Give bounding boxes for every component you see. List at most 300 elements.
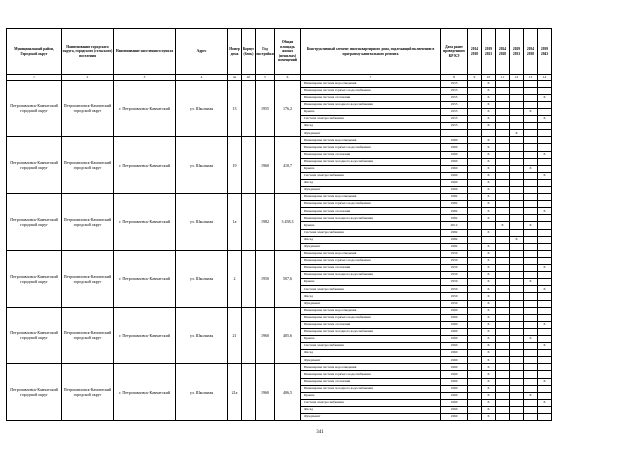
locality-cell: г. Петропавловск-Камчатский [114,250,176,307]
previous-repair-date-cell: 1955 [441,108,468,115]
period-mark-cell: X [482,378,496,385]
period-mark-cell [510,243,524,250]
header-period: 2024 2028 [496,29,510,75]
previous-repair-date-cell: 2012 [441,222,468,229]
previous-repair-date-cell: 1955 [441,123,468,130]
period-mark-cell [496,229,510,236]
period-mark-cell [468,406,482,413]
period-mark-cell [468,215,482,222]
period-mark-cell [510,392,524,399]
period-mark-cell [510,208,524,215]
period-mark-cell [524,314,538,321]
header-period: 2034 2038 [524,29,538,75]
period-mark-cell [468,116,482,123]
table-row [7,80,552,87]
period-mark-cell [538,137,552,144]
period-mark-cell [538,158,552,165]
column-number: 8 [441,75,468,81]
period-mark-cell [510,158,524,165]
period-mark-cell: X [482,265,496,272]
house-group [7,137,552,194]
period-mark-cell [496,265,510,272]
period-mark-cell: X [482,215,496,222]
period-mark-cell [524,80,538,87]
period-mark-cell [538,250,552,257]
period-mark-cell [510,300,524,307]
district-cell: Петропавловск-Камчатский городской округ [7,250,62,307]
structural-element-cell: Инженерная система водоотведения [301,307,441,314]
period-mark-cell [538,385,552,392]
previous-repair-date-cell: 1982 [441,201,468,208]
block-cell [242,194,256,251]
period-mark-cell [524,194,538,201]
period-mark-cell [538,243,552,250]
period-mark-cell [538,123,552,130]
structural-element-cell: Инженерная система отопления [301,265,441,272]
period-mark-cell [468,172,482,179]
period-mark-cell [468,364,482,371]
previous-repair-date-cell: 1960 [441,371,468,378]
period-mark-cell: X [482,172,496,179]
period-mark-cell: X [482,144,496,151]
period-mark-cell [496,144,510,151]
district-cell: Петропавловск-Камчатский городской округ [7,307,62,364]
column-number: 5 [256,75,275,81]
period-mark-cell [538,364,552,371]
capital-repair-register-table [6,28,552,421]
period-mark-cell [524,215,538,222]
period-mark-cell [468,201,482,208]
district-cell: Петропавловск-Камчатский городской округ [7,194,62,251]
period-mark-cell [468,236,482,243]
period-mark-cell [510,201,524,208]
structural-element-cell: Крыша [301,279,441,286]
previous-repair-date-cell: 1955 [441,87,468,94]
period-mark-cell: X [482,314,496,321]
period-mark-cell: X [482,101,496,108]
header-address: Адрес [176,29,228,75]
period-mark-cell [496,158,510,165]
period-mark-cell [524,406,538,413]
period-mark-cell [524,179,538,186]
previous-repair-date-cell: 1960 [441,187,468,194]
period-mark-cell [496,414,510,421]
period-mark-cell [468,229,482,236]
period-mark-cell [496,208,510,215]
period-mark-cell [538,130,552,137]
period-mark-cell [468,392,482,399]
settlement-cell: Петропавловск-Камчатский городской округ [62,364,114,421]
period-mark-cell [524,243,538,250]
period-mark-cell: X [482,364,496,371]
period-mark-cell [496,94,510,101]
header-previous-repair-date: Дата ранее проведенного КР КЭ [441,29,468,75]
page-number: 341 [316,430,324,435]
period-mark-cell [524,236,538,243]
structural-element-cell: Инженерная система отопления [301,321,441,328]
previous-repair-date-cell: 1960 [441,179,468,186]
locality-cell: г. Петропавловск-Камчатский [114,80,176,137]
header-house-number: Номер дома [228,29,242,75]
period-mark-cell [510,250,524,257]
period-mark-cell [468,414,482,421]
column-number: 4 [176,75,228,81]
district-cell: Петропавловск-Камчатский городской округ [7,364,62,421]
structural-element-cell: Фундамент [301,187,441,194]
period-mark-cell [538,80,552,87]
period-mark-cell [496,328,510,335]
house-number-cell: 13 [228,80,242,137]
period-mark-cell [524,328,538,335]
previous-repair-date-cell: 1960 [441,350,468,357]
previous-repair-date-cell: 1960 [441,144,468,151]
period-mark-cell [510,335,524,342]
column-number: 4а [228,75,242,81]
period-mark-cell [524,158,538,165]
period-mark-cell: X [482,385,496,392]
period-mark-cell: X [482,158,496,165]
period-mark-cell [510,293,524,300]
period-mark-cell: X [482,116,496,123]
structural-element-cell: Инженерная система горячего водоснабжения [301,314,441,321]
period-mark-cell [468,108,482,115]
period-mark-cell: X [482,87,496,94]
period-mark-cell [510,414,524,421]
period-mark-cell [510,385,524,392]
period-mark-cell [538,108,552,115]
column-number: 11 [496,75,510,81]
period-mark-cell [482,236,496,243]
previous-repair-date-cell: 1982 [441,215,468,222]
period-mark-cell [496,257,510,264]
previous-repair-date-cell: 1960 [441,378,468,385]
period-mark-cell [468,350,482,357]
previous-repair-date-cell: 1960 [441,307,468,314]
period-mark-cell: X [482,300,496,307]
period-mark-cell [496,378,510,385]
period-mark-cell [468,243,482,250]
period-mark-cell [468,300,482,307]
period-mark-cell [510,187,524,194]
structural-element-cell: Крыша [301,165,441,172]
settlement-cell: Петропавловск-Камчатский городской округ [62,80,114,137]
period-mark-cell: X [538,343,552,350]
period-mark-cell [538,406,552,413]
previous-repair-date-cell: 1960 [441,406,468,413]
period-mark-cell [468,378,482,385]
table-row [7,250,552,257]
structural-element-cell: Инженерная система холодного водоснабжения [301,215,441,222]
period-mark-cell [496,236,510,243]
table-row [7,307,552,314]
period-mark-cell [524,272,538,279]
period-mark-cell [496,371,510,378]
period-mark-cell [496,215,510,222]
period-mark-cell [538,257,552,264]
structural-element-cell: Фасад [301,293,441,300]
year-built-cell: 1960 [256,364,275,421]
period-mark-cell [524,321,538,328]
address-cell: ул. Школьная [176,137,228,194]
period-mark-cell [538,236,552,243]
structural-element-cell: Фасад [301,350,441,357]
period-mark-cell [468,158,482,165]
previous-repair-date-cell: 1960 [441,165,468,172]
structural-element-cell: Система электроснабжения [301,172,441,179]
structural-element-cell: Фундамент [301,357,441,364]
period-mark-cell: X [482,187,496,194]
period-mark-cell [482,130,496,137]
area-cell: 3 458,3 [275,194,301,251]
previous-repair-date-cell: 1960 [441,385,468,392]
previous-repair-date-cell: 1950 [441,300,468,307]
locality-cell: г. Петропавловск-Камчатский [114,364,176,421]
previous-repair-date-cell: 1960 [441,392,468,399]
period-mark-cell [538,300,552,307]
period-mark-cell [510,314,524,321]
previous-repair-date-cell: 1982 [441,208,468,215]
period-mark-cell [468,80,482,87]
table-row [7,194,552,201]
header-element: Конструктивный элемент многоквартирного дома, подлежащий включению в программу капитального ремонта [301,29,441,75]
period-mark-cell [510,87,524,94]
structural-element-cell: Инженерная система водоотведения [301,80,441,87]
period-mark-cell [496,101,510,108]
structural-element-cell: Инженерная система водоотведения [301,364,441,371]
structural-element-cell: Инженерная система отопления [301,378,441,385]
period-mark-cell [510,350,524,357]
year-built-cell: 1960 [256,307,275,364]
house-number-cell: 21а [228,364,242,421]
house-number-cell: 21 [228,307,242,364]
area-cell: 176,2 [275,80,301,137]
settlement-cell: Петропавловск-Камчатский городской округ [62,194,114,251]
period-mark-cell [510,137,524,144]
period-mark-cell: X [538,378,552,385]
period-mark-cell [510,222,524,229]
period-mark-cell [496,116,510,123]
previous-repair-date-cell: 1955 [441,101,468,108]
period-mark-cell [496,392,510,399]
period-mark-cell [510,215,524,222]
column-number: 3 [114,75,176,81]
header-settlement: Наименование городского округа, городского (сельского) поселения [62,29,114,75]
column-number: 14 [538,75,552,81]
period-mark-cell [496,151,510,158]
period-mark-cell [468,257,482,264]
period-mark-cell [496,286,510,293]
period-mark-cell: X [482,108,496,115]
period-mark-cell [496,272,510,279]
period-mark-cell [524,265,538,272]
period-mark-cell [468,335,482,342]
period-mark-cell: X [510,130,524,137]
structural-element-cell: Система электроснабжения [301,229,441,236]
period-mark-cell [510,257,524,264]
period-mark-cell: X [482,179,496,186]
structural-element-cell: Инженерная система водоотведения [301,194,441,201]
period-mark-cell: X [538,399,552,406]
period-mark-cell [510,279,524,286]
header-year: Год постройки [256,29,275,75]
period-mark-cell [538,179,552,186]
period-mark-cell [496,385,510,392]
period-mark-cell: X [496,222,510,229]
structural-element-cell: Инженерная система холодного водоснабжения [301,101,441,108]
period-mark-cell [538,307,552,314]
period-mark-cell: X [482,414,496,421]
previous-repair-date-cell: 1955 [441,80,468,87]
previous-repair-date-cell: 1960 [441,172,468,179]
previous-repair-date-cell: 1960 [441,414,468,421]
column-number: 9 [468,75,482,81]
period-mark-cell: X [482,321,496,328]
period-mark-cell: X [482,286,496,293]
previous-repair-date-cell: 1960 [441,314,468,321]
structural-element-cell: Инженерная система водоотведения [301,250,441,257]
period-mark-cell [468,279,482,286]
period-mark-cell [524,257,538,264]
structural-element-cell: Инженерная система горячего водоснабжения [301,371,441,378]
period-mark-cell: X [482,257,496,264]
structural-element-cell: Фасад [301,236,441,243]
period-mark-cell [496,350,510,357]
period-mark-cell [524,101,538,108]
period-mark-cell [524,293,538,300]
settlement-cell: Петропавловск-Камчатский городской округ [62,137,114,194]
period-mark-cell [468,179,482,186]
period-mark-cell: X [482,243,496,250]
period-mark-cell: X [482,201,496,208]
structural-element-cell: Фундамент [301,300,441,307]
area-cell: 410,7 [275,137,301,194]
period-mark-cell [510,272,524,279]
period-mark-cell [496,172,510,179]
period-mark-cell: X [482,250,496,257]
period-mark-cell [524,399,538,406]
house-group [7,307,552,364]
previous-repair-date-cell: 1960 [441,328,468,335]
period-mark-cell: X [538,94,552,101]
structural-element-cell: Крыша [301,108,441,115]
period-mark-cell [468,151,482,158]
period-mark-cell [468,265,482,272]
period-mark-cell: X [482,94,496,101]
period-mark-cell [538,144,552,151]
period-mark-cell [538,414,552,421]
period-mark-cell [510,151,524,158]
area-cell: 405,6 [275,307,301,364]
period-mark-cell [510,229,524,236]
header-district: Муниципальный район, Городской округ [7,29,62,75]
structural-element-cell: Крыша [301,392,441,399]
structural-element-cell: Фундамент [301,130,441,137]
period-mark-cell: X [524,392,538,399]
period-mark-cell [496,201,510,208]
period-mark-cell [496,137,510,144]
period-mark-cell [468,94,482,101]
structural-element-cell: Крыша [301,222,441,229]
period-mark-cell [496,123,510,130]
previous-repair-date-cell: 1960 [441,137,468,144]
period-mark-cell: X [538,208,552,215]
structural-element-cell: Крыша [301,335,441,342]
period-mark-cell [538,194,552,201]
period-mark-cell [524,307,538,314]
previous-repair-date-cell: 1960 [441,151,468,158]
period-mark-cell [468,399,482,406]
address-cell: ул. Школьная [176,80,228,137]
period-mark-cell [496,343,510,350]
header-locality: Наименование населенного пункта [114,29,176,75]
year-built-cell: 1982 [256,194,275,251]
structural-element-cell: Фундамент [301,243,441,250]
period-mark-cell [468,87,482,94]
period-mark-cell [510,357,524,364]
house-group [7,250,552,307]
structural-element-cell: Инженерная система отопления [301,94,441,101]
period-mark-cell: X [482,335,496,342]
structural-element-cell: Система электроснабжения [301,399,441,406]
period-mark-cell: X [538,286,552,293]
house-number-cell: 2 [228,250,242,307]
period-mark-cell [510,328,524,335]
period-mark-cell [496,335,510,342]
previous-repair-date-cell: 1955 [441,116,468,123]
period-mark-cell [510,399,524,406]
period-mark-cell: X [482,293,496,300]
period-mark-cell: X [482,328,496,335]
period-mark-cell: X [482,194,496,201]
period-mark-cell: X [482,357,496,364]
period-mark-cell [468,101,482,108]
period-mark-cell [510,286,524,293]
period-mark-cell [510,343,524,350]
previous-repair-date-cell: 1960 [441,357,468,364]
address-cell: ул. Школьная [176,194,228,251]
column-number: 12 [510,75,524,81]
address-cell: ул. Школьная [176,307,228,364]
year-built-cell: 1950 [256,250,275,307]
period-mark-cell: X [482,151,496,158]
period-mark-cell: X [538,116,552,123]
settlement-cell: Петропавловск-Камчатский городской округ [62,307,114,364]
period-mark-cell [524,137,538,144]
district-cell: Петропавловск-Камчатский городской округ [7,80,62,137]
structural-element-cell: Фасад [301,179,441,186]
period-mark-cell [496,357,510,364]
table-header [7,29,552,81]
period-mark-cell [538,371,552,378]
address-cell: ул. Школьная [176,364,228,421]
period-mark-cell [524,87,538,94]
period-mark-cell [510,108,524,115]
period-mark-cell [468,144,482,151]
header-period: 2019 2023 [482,29,496,75]
period-mark-cell: X [524,108,538,115]
locality-cell: г. Петропавловск-Камчатский [114,137,176,194]
block-cell [242,307,256,364]
previous-repair-date-cell: 1960 [441,158,468,165]
period-mark-cell: X [524,222,538,229]
structural-element-cell: Инженерная система горячего водоснабжения [301,87,441,94]
period-mark-cell [510,307,524,314]
period-mark-cell [510,265,524,272]
period-mark-cell [496,314,510,321]
period-mark-cell: X [482,272,496,279]
locality-cell: г. Петропавловск-Камчатский [114,194,176,251]
period-mark-cell [496,108,510,115]
